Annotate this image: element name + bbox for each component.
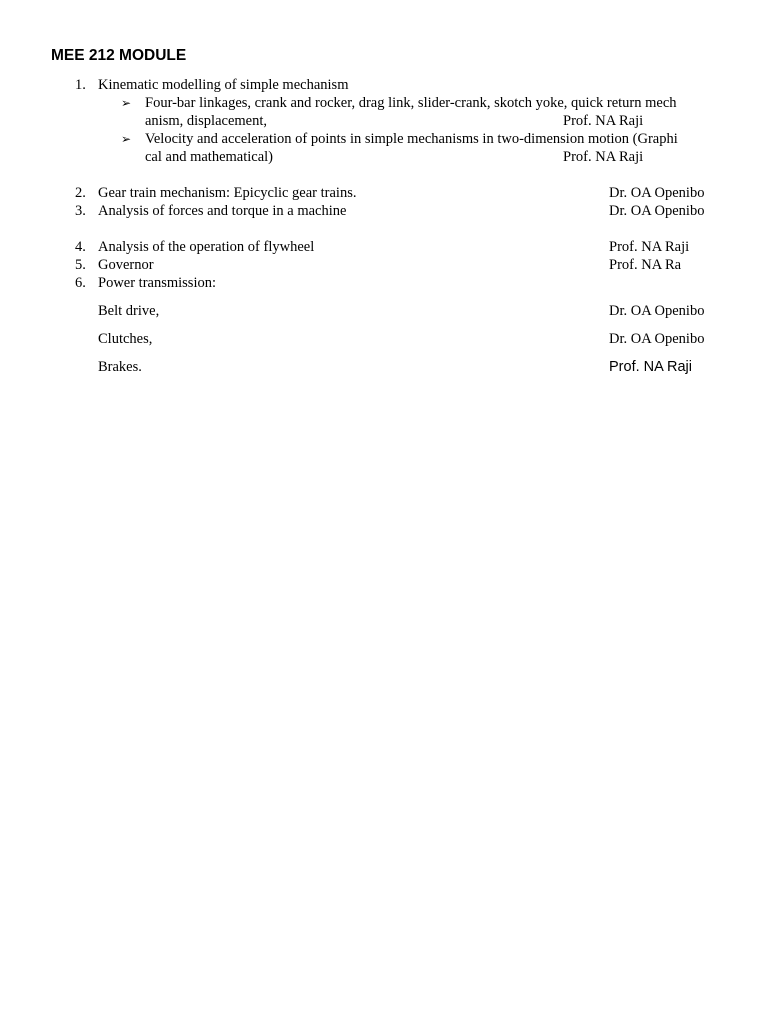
- lecturer-name: Prof. NA Raji: [609, 239, 690, 255]
- item-text: Governor: [98, 257, 154, 273]
- item-text: Analysis of the operation of flywheel: [98, 239, 315, 255]
- item-number: 1.: [75, 77, 86, 93]
- lecturer-name: Prof. NA Raji: [563, 149, 644, 165]
- subitem-text: Brakes.: [98, 359, 142, 375]
- lecturer-name: Prof. NA Raji: [609, 359, 692, 375]
- subitem-text: Clutches,: [98, 331, 153, 347]
- item-text: Power transmission:: [98, 275, 217, 291]
- lecturer-name: Dr. OA Openibo: [609, 185, 705, 201]
- subitem-text-line1: Velocity and acceleration of points in simple mechanisms in two-dimension motion (Graphi: [145, 131, 678, 147]
- page-title: MEE 212 MODULE: [51, 47, 187, 64]
- lecturer-name: Prof. NA Ra: [609, 257, 682, 273]
- item-text: Gear train mechanism: Epicyclic gear trains.: [98, 185, 357, 201]
- subitem-text: Belt drive,: [98, 303, 160, 319]
- arrow-bullet-icon: ➢: [121, 96, 132, 110]
- lecturer-name: Dr. OA Openibo: [609, 203, 705, 219]
- lecturer-name: Prof. NA Raji: [563, 113, 644, 129]
- subitem-text-line1: Four-bar linkages, crank and rocker, drag link, slider-crank, skotch yoke, quick return mech: [145, 95, 677, 111]
- subitem-text-line2: cal and mathematical): [145, 149, 274, 165]
- item-number: 2.: [75, 185, 86, 201]
- item-number: 5.: [75, 257, 86, 273]
- item-number: 6.: [75, 275, 86, 291]
- item-number: 3.: [75, 203, 86, 219]
- item-text: Kinematic modelling of simple mechanism: [98, 77, 349, 93]
- arrow-bullet-icon: ➢: [121, 132, 132, 146]
- lecturer-name: Dr. OA Openibo: [609, 331, 705, 347]
- item-number: 4.: [75, 239, 86, 255]
- subitem-text-line2: anism, displacement,: [145, 113, 268, 129]
- lecturer-name: Dr. OA Openibo: [609, 303, 705, 319]
- item-text: Analysis of forces and torque in a machine: [98, 203, 347, 219]
